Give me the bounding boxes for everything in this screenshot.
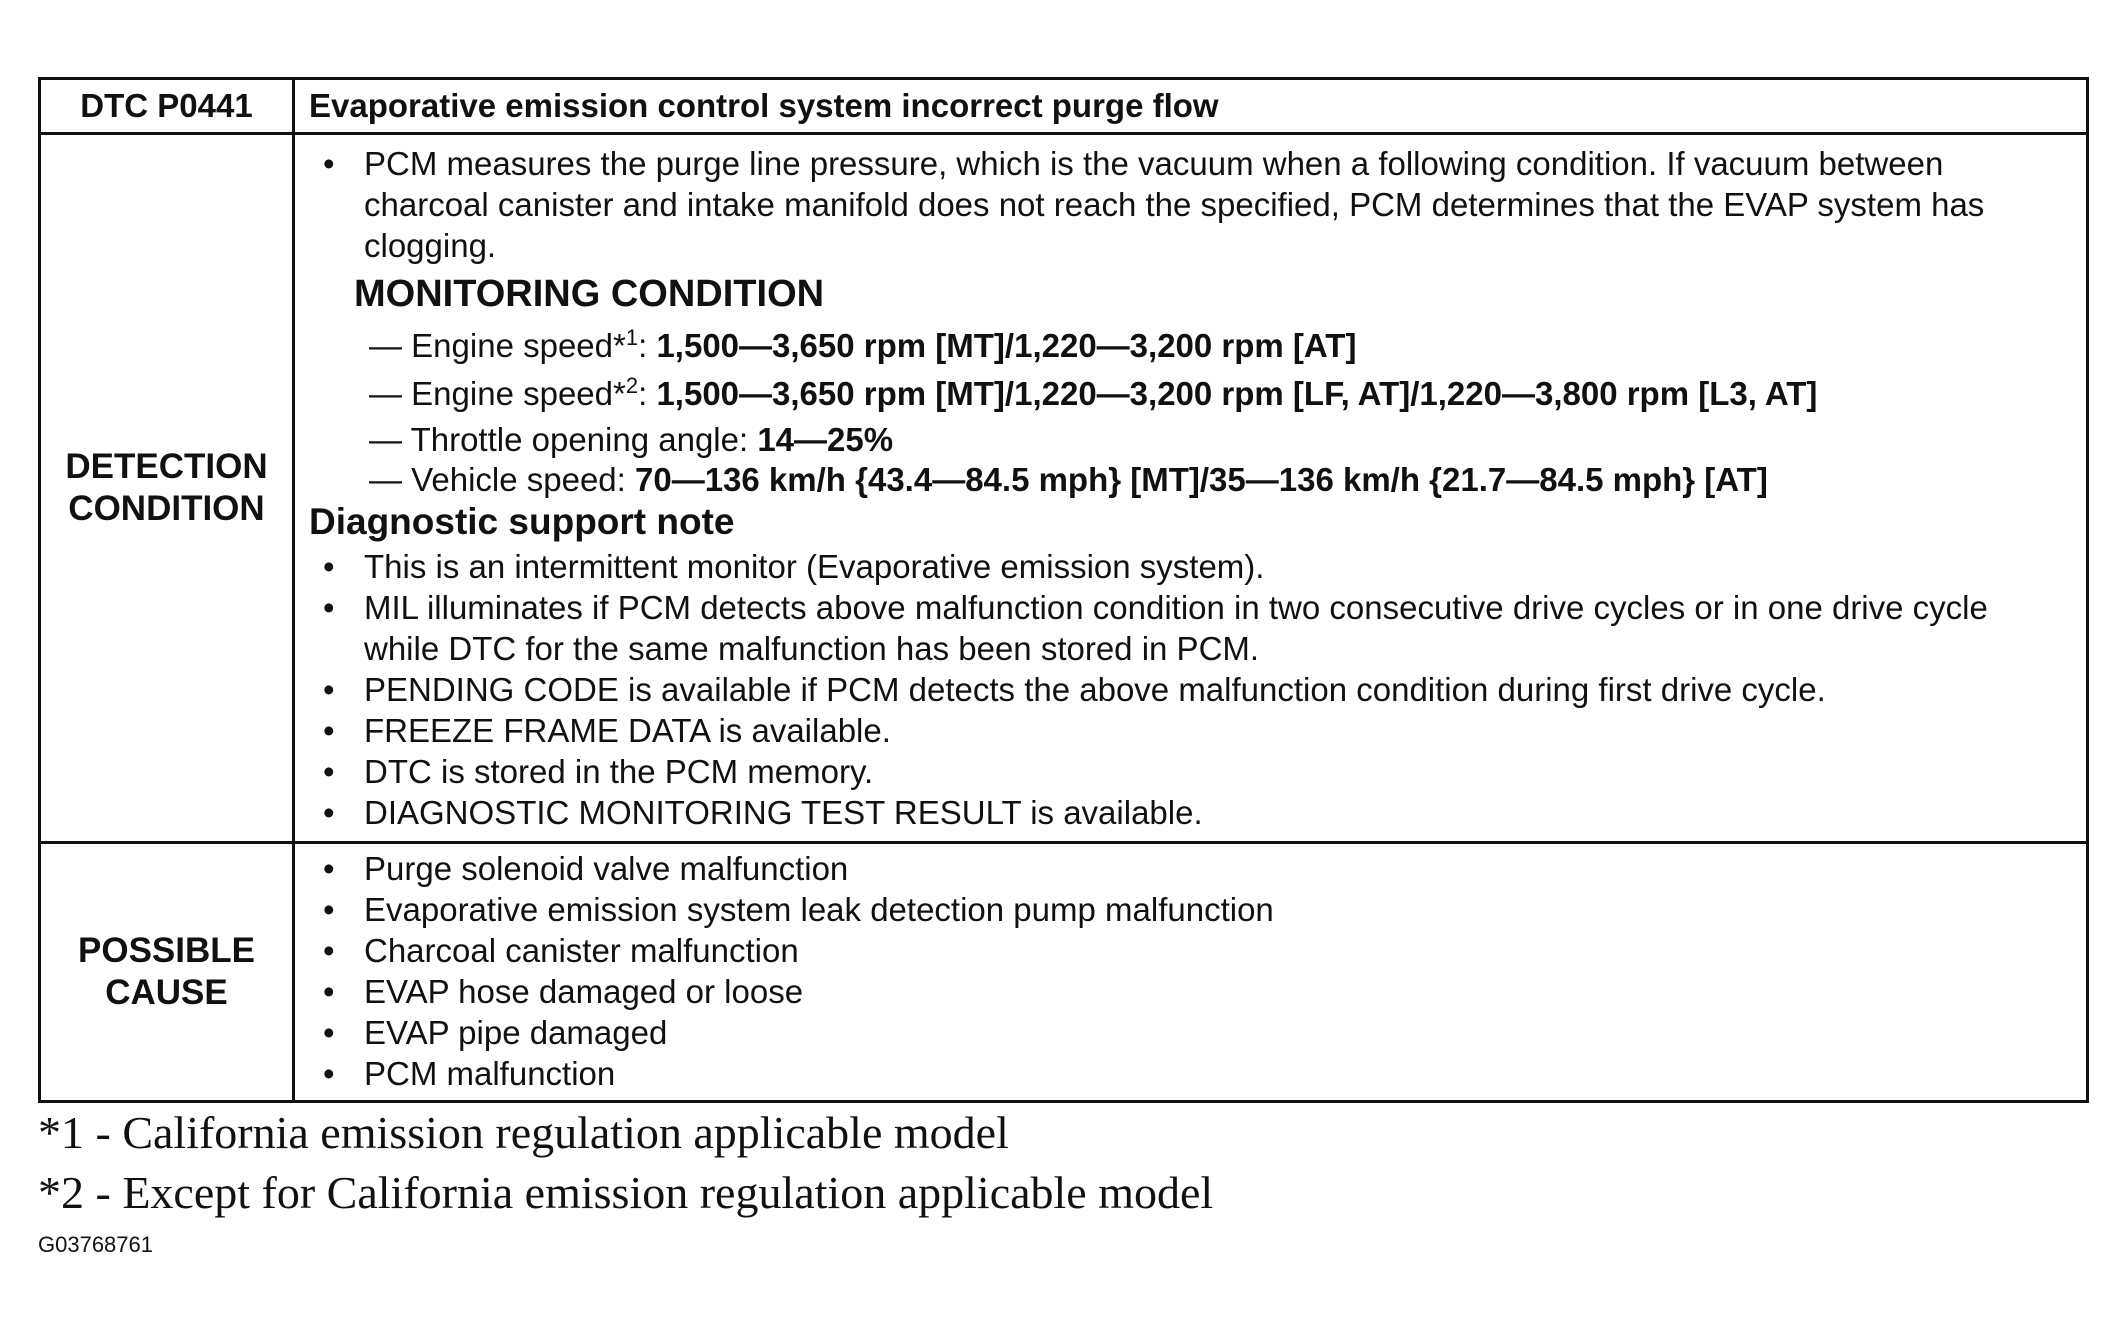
monitoring-engine-speed-2 bbox=[369, 372, 2072, 416]
header-row bbox=[40, 79, 2088, 134]
monitoring-value: 14—25% bbox=[757, 421, 894, 458]
diagnostic-support-heading: Diagnostic support note bbox=[309, 501, 735, 542]
possible-cause-label bbox=[40, 843, 294, 1102]
monitoring-label: — Vehicle speed: bbox=[369, 461, 635, 498]
detection-row bbox=[40, 134, 2088, 843]
list-item: • PCM malfunction bbox=[309, 1053, 2072, 1094]
list-item: • MIL illuminates if PCM detects above malfunction condition in two consecutive drive cycles or in one drive cycle while DTC for the same malfunction has been stored in PCM. bbox=[309, 587, 2072, 669]
footnote-ref: 2 bbox=[625, 373, 639, 398]
detection-label-line1: DETECTION bbox=[65, 447, 268, 486]
list-item: • PENDING CODE is available if PCM detects the above malfunction condition during first drive cycle. bbox=[309, 669, 2072, 710]
possible-cause-body bbox=[294, 843, 2088, 1102]
footnotes bbox=[38, 1103, 1213, 1223]
list-item: • DTC is stored in the PCM memory. bbox=[309, 751, 2072, 792]
list-item: • EVAP pipe damaged bbox=[309, 1012, 2072, 1053]
detection-intro-list bbox=[309, 143, 2072, 266]
list-item: • Purge solenoid valve malfunction bbox=[309, 848, 2072, 889]
monitoring-value: 1,500—3,650 rpm [MT]/1,220—3,200 rpm [LF, AT]/1,220—3,800 rpm [L3, AT] bbox=[656, 375, 1818, 412]
possible-cause-row bbox=[40, 843, 2088, 1102]
possible-cause-list bbox=[309, 848, 2072, 1094]
monitoring-label: — Throttle opening angle: bbox=[369, 421, 758, 458]
list-item: • This is an intermittent monitor (Evaporative emission system). bbox=[309, 546, 2072, 587]
monitoring-label: — Engine speed* bbox=[369, 327, 626, 364]
monitoring-value: 1,500—3,650 rpm [MT]/1,220—3,200 rpm [AT] bbox=[656, 327, 1357, 364]
detection-intro: • PCM measures the purge line pressure, which is the vacuum when a following condition. If vacuum between charcoal canister and intake manifold does not reach the specified, PCM determines that the EVAP system has clogging. bbox=[309, 143, 2072, 266]
diagnostic-notes-list bbox=[309, 546, 2072, 833]
dtc-title: Evaporative emission control system incorrect purge flow bbox=[294, 79, 2088, 134]
monitoring-vehicle-speed bbox=[369, 460, 2072, 500]
possible-cause-label-line1: POSSIBLE bbox=[78, 931, 255, 970]
detection-label-line2: CONDITION bbox=[68, 489, 265, 528]
possible-cause-label-line2: CAUSE bbox=[105, 973, 228, 1012]
footnote-ref: 1 bbox=[625, 325, 639, 350]
monitoring-label-suffix: : bbox=[638, 375, 657, 412]
figure-id: G03768761 bbox=[38, 1232, 153, 1257]
monitoring-throttle bbox=[369, 420, 2072, 460]
list-item: • FREEZE FRAME DATA is available. bbox=[309, 710, 2072, 751]
monitoring-engine-speed-1 bbox=[369, 324, 2072, 368]
list-item: • EVAP hose damaged or loose bbox=[309, 971, 2072, 1012]
footnote-2: *2 - Except for California emission regulation applicable model bbox=[38, 1167, 1214, 1218]
detection-condition-body bbox=[294, 134, 2088, 843]
list-item: • DIAGNOSTIC MONITORING TEST RESULT is available. bbox=[309, 792, 2072, 833]
monitoring-condition-heading: MONITORING CONDITION bbox=[354, 273, 825, 315]
dtc-code: DTC P0441 bbox=[40, 79, 294, 134]
monitoring-value: 70—136 km/h {43.4—84.5 mph} [MT]/35—136 km/h {21.7—84.5 mph} [AT] bbox=[635, 461, 1768, 498]
list-item: • Charcoal canister malfunction bbox=[309, 930, 2072, 971]
monitoring-label: — Engine speed* bbox=[369, 375, 626, 412]
monitoring-label-suffix: : bbox=[638, 327, 657, 364]
list-item: • Evaporative emission system leak detection pump malfunction bbox=[309, 889, 2072, 930]
footnote-1: *1 - California emission regulation applicable model bbox=[38, 1107, 1009, 1158]
dtc-table bbox=[38, 77, 2089, 1103]
detection-condition-label bbox=[40, 134, 294, 843]
